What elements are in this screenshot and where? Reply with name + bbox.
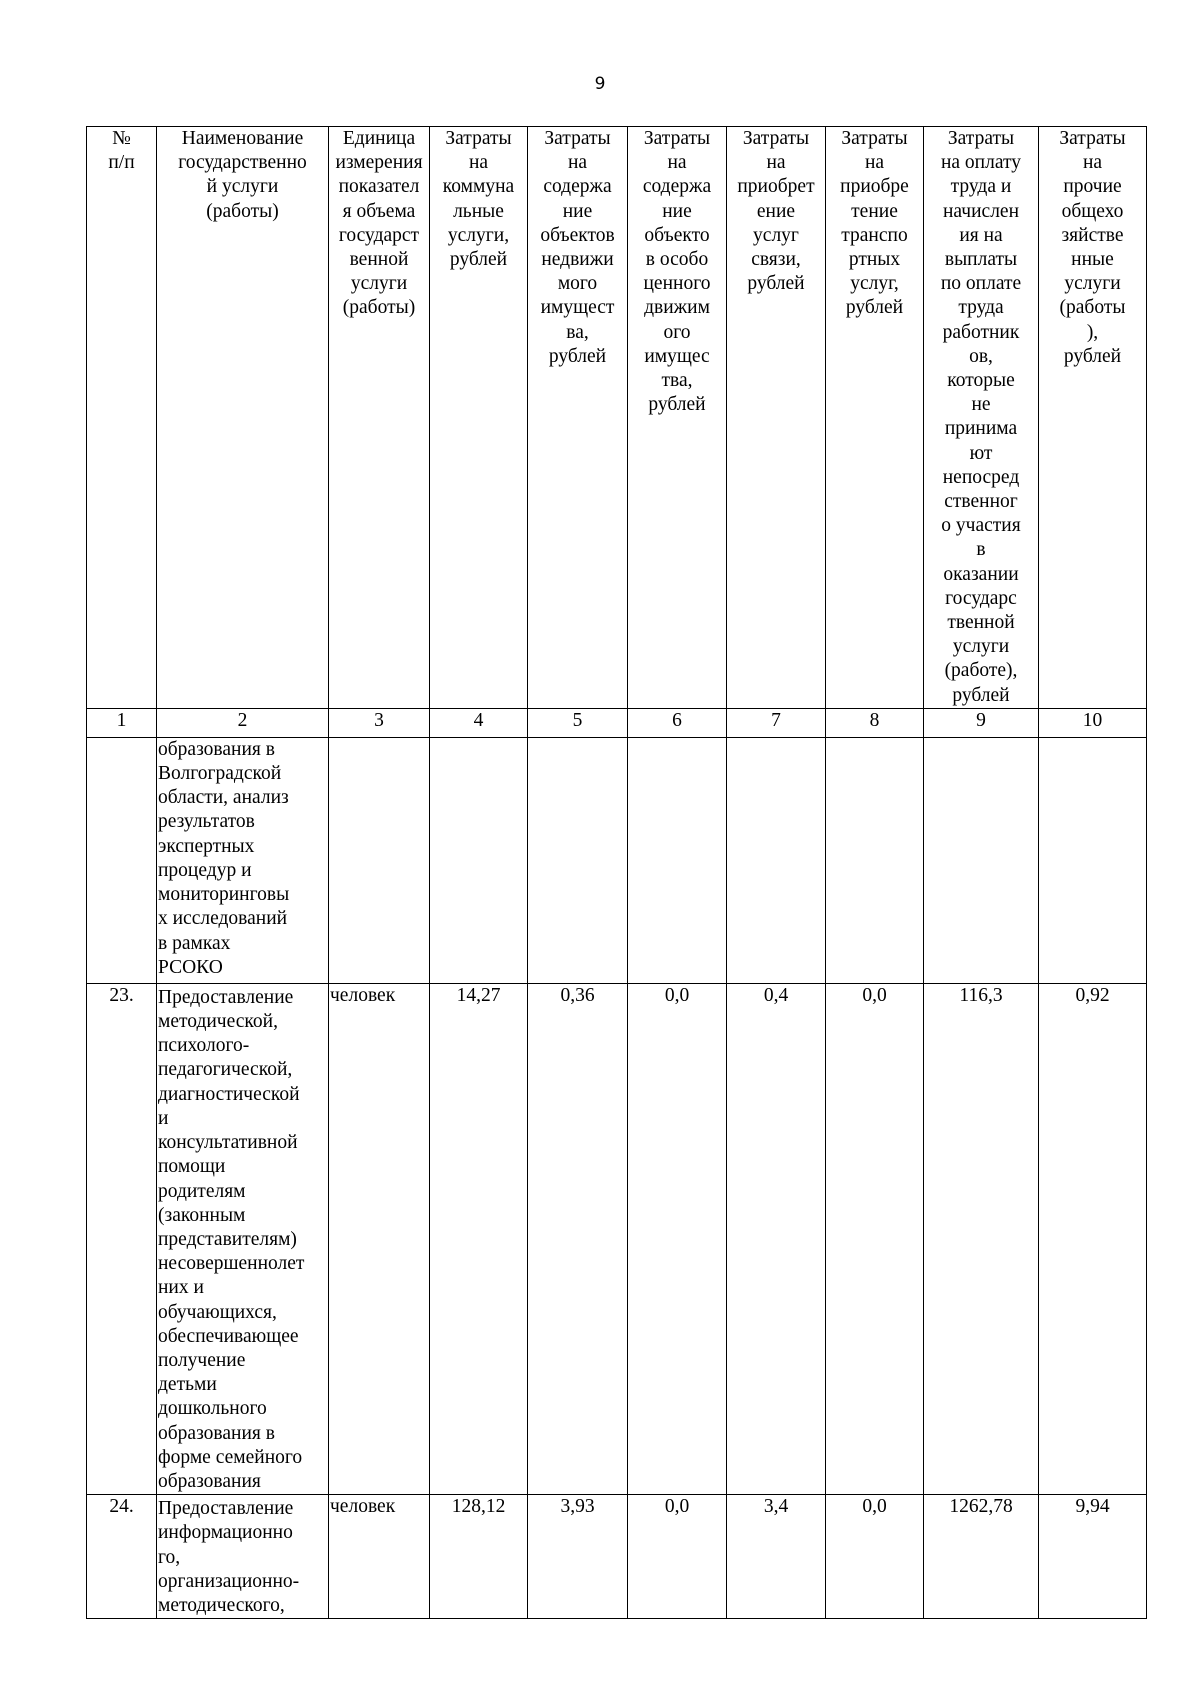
header-cell-10: Затраты на прочие общехо зяйстве нные услуги (работы ), рублей xyxy=(1039,127,1147,709)
row-number: 23. xyxy=(87,983,157,1494)
cost-table xyxy=(86,126,1147,1619)
header-cell-4: Затраты на коммуна льные услуги, рублей xyxy=(430,127,528,709)
value-cell: 3,4 xyxy=(727,1495,826,1619)
column-number: 9 xyxy=(924,708,1039,737)
value-cell: 9,94 xyxy=(1039,1495,1147,1619)
value-cell xyxy=(628,737,727,983)
header-cell-5: Затраты на содержа ние объектов недвижи мого имущест ва, рублей xyxy=(528,127,628,709)
table-row xyxy=(87,1495,1147,1619)
value-cell: 3,93 xyxy=(528,1495,628,1619)
service-name: Предоставление методической, психолого- педагогической, диагностической и консультативной помощи родителям (законным представителям) несовершеннолет них и обучающихся, обеспечивающее получение детьми дошкольного образования в форме семейного образования xyxy=(157,983,329,1494)
header-cell-7: Затраты на приобрет ение услуг связи, рублей xyxy=(727,127,826,709)
value-cell: 128,12 xyxy=(430,1495,528,1619)
value-cell: 0,0 xyxy=(628,1495,727,1619)
column-number: 6 xyxy=(628,708,727,737)
table-row xyxy=(87,737,1147,983)
value-cell: 0,4 xyxy=(727,983,826,1494)
column-number: 7 xyxy=(727,708,826,737)
column-number-row xyxy=(87,708,1147,737)
value-cell xyxy=(1039,737,1147,983)
page-number: 9 xyxy=(594,74,606,94)
header-cell-1: № п/п xyxy=(87,127,157,709)
column-number: 3 xyxy=(329,708,430,737)
table-row xyxy=(87,983,1147,1494)
header-cell-8: Затраты на приобре тение транспо ртных услуг, рублей xyxy=(826,127,924,709)
value-cell: 14,27 xyxy=(430,983,528,1494)
column-number: 5 xyxy=(528,708,628,737)
value-cell: 0,92 xyxy=(1039,983,1147,1494)
column-number: 2 xyxy=(157,708,329,737)
value-cell: 0,0 xyxy=(628,983,727,1494)
header-row xyxy=(87,127,1147,709)
value-cell: 0,0 xyxy=(826,983,924,1494)
row-number xyxy=(87,737,157,983)
header-cell-9: Затраты на оплату труда и начислен ия на выплаты по оплате труда работник ов, которые не принима ют непосред ственног о участия в оказании государс твенной услуги (работе), рублей xyxy=(924,127,1039,709)
value-cell: 0,36 xyxy=(528,983,628,1494)
service-name: образования в Волгоградской области, анализ результатов экспертных процедур и мониторинговы х исследований в рамках РСОКО xyxy=(157,737,329,983)
value-cell xyxy=(727,737,826,983)
row-number: 24. xyxy=(87,1495,157,1619)
value-cell xyxy=(430,737,528,983)
column-number: 10 xyxy=(1039,708,1147,737)
unit-cell: человек xyxy=(329,1495,430,1619)
value-cell xyxy=(924,737,1039,983)
header-cell-3: Единица измерения показател я объема государст венной услуги (работы) xyxy=(329,127,430,709)
unit-cell: человек xyxy=(329,983,430,1494)
unit-cell xyxy=(329,737,430,983)
value-cell: 1262,78 xyxy=(924,1495,1039,1619)
value-cell: 0,0 xyxy=(826,1495,924,1619)
column-number: 4 xyxy=(430,708,528,737)
column-number: 1 xyxy=(87,708,157,737)
value-cell: 116,3 xyxy=(924,983,1039,1494)
column-number: 8 xyxy=(826,708,924,737)
service-name: Предоставление информационно го, организационно- методического, xyxy=(157,1495,329,1619)
header-cell-2: Наименование государственно й услуги (работы) xyxy=(157,127,329,709)
header-cell-6: Затраты на содержа ние объекто в особо ценного движим ого имущес тва, рублей xyxy=(628,127,727,709)
value-cell xyxy=(528,737,628,983)
value-cell xyxy=(826,737,924,983)
